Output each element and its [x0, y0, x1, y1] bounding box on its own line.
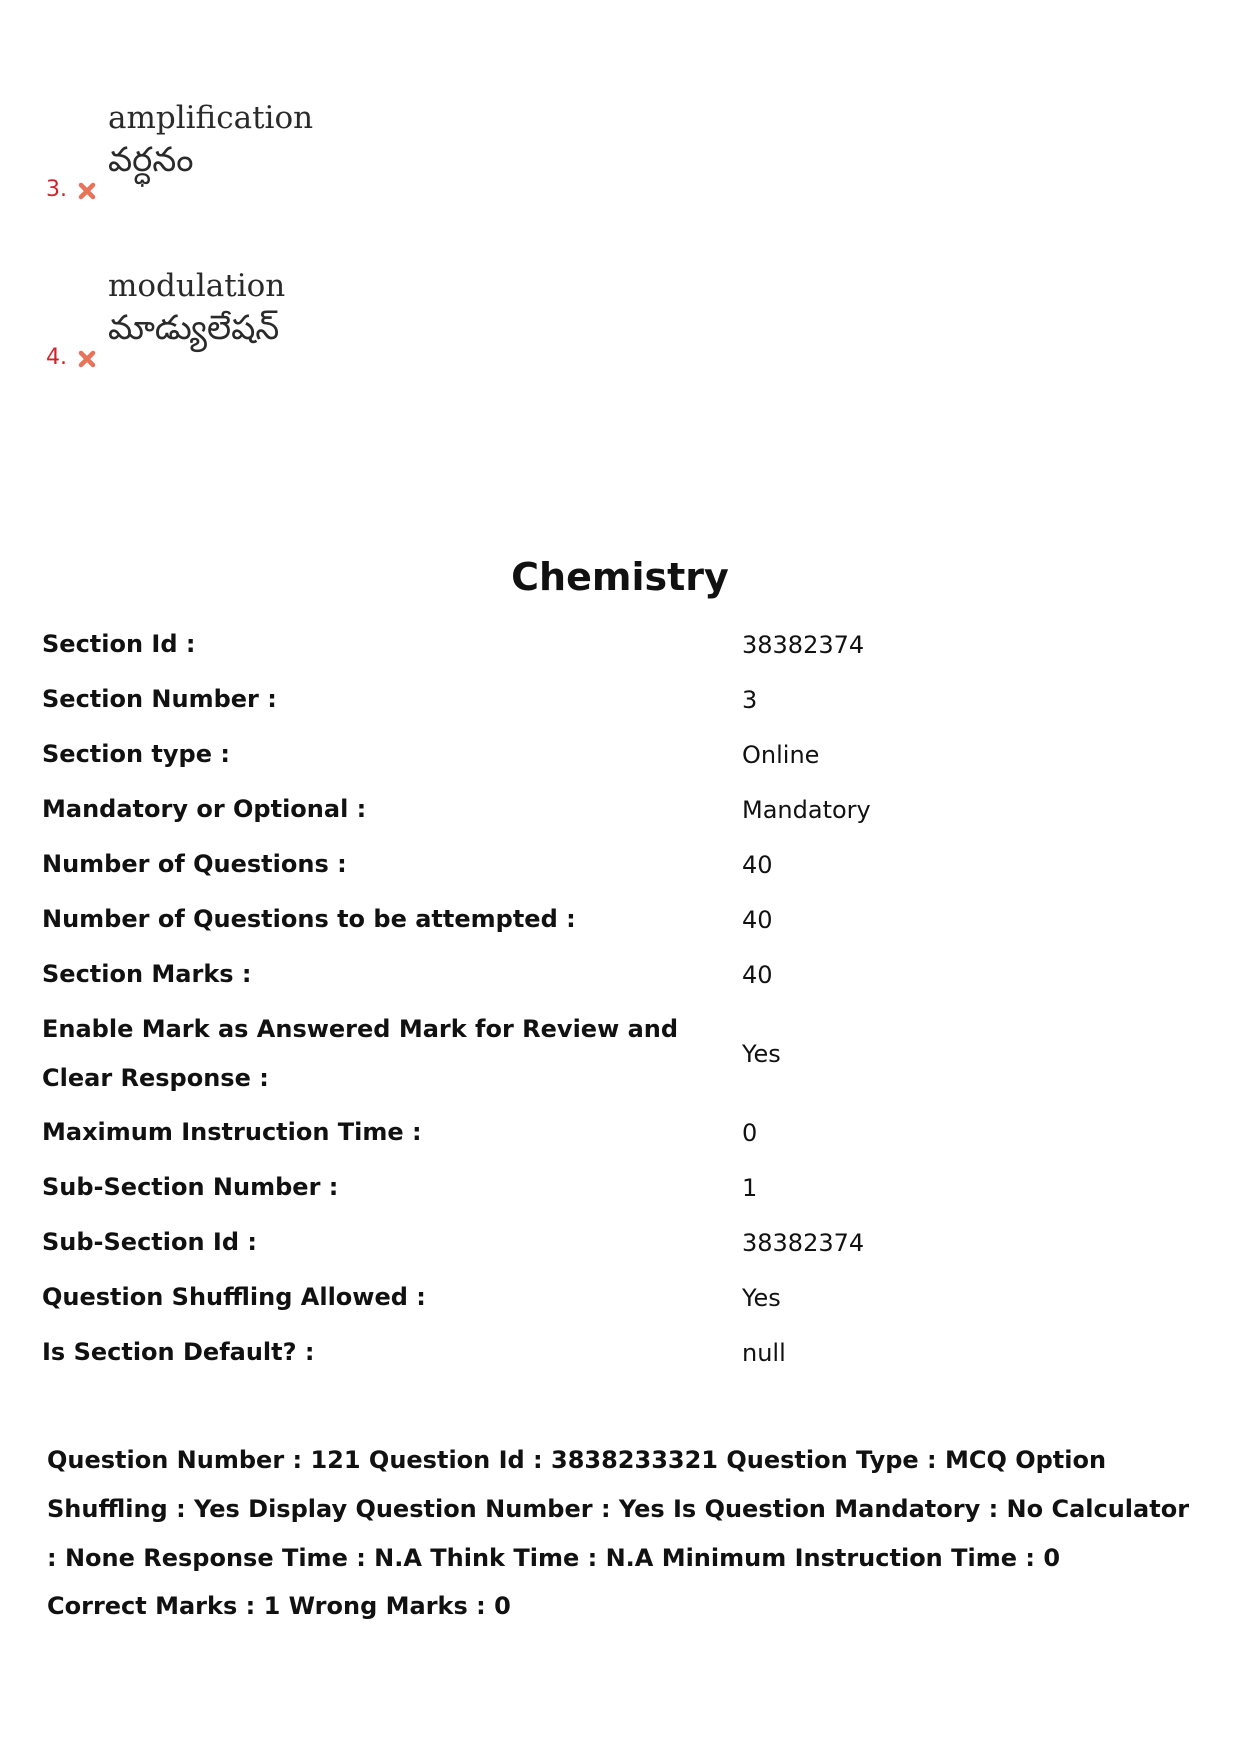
cross-icon — [78, 350, 96, 368]
question-marks: Correct Marks : 1 Wrong Marks : 0 — [47, 1592, 511, 1620]
table-row — [42, 837, 1202, 892]
row-value: 38382374 — [742, 630, 865, 659]
row-label: Sub-Section Id : — [42, 1228, 257, 1256]
row-value: Mandatory — [742, 795, 871, 824]
row-value: 38382374 — [742, 1228, 865, 1257]
option-telugu-text: వర్ధనం — [108, 140, 194, 180]
row-label: Maximum Instruction Time : — [42, 1118, 422, 1146]
row-value: Yes — [742, 1283, 781, 1312]
option-number: 4. — [46, 345, 67, 370]
table-row — [42, 1002, 1202, 1105]
row-value: Yes — [742, 1039, 781, 1068]
table-row — [42, 1325, 1202, 1380]
row-value: 3 — [742, 685, 758, 714]
row-value: 0 — [742, 1118, 758, 1147]
row-label: Mandatory or Optional : — [42, 795, 367, 823]
table-row — [42, 617, 1202, 672]
table-row — [42, 1105, 1202, 1160]
section-info-table — [42, 617, 1202, 1380]
option-3 — [46, 100, 646, 210]
row-label: Enable Mark as Answered Mark for Review and Clear Response : — [42, 1014, 679, 1092]
row-value: 40 — [742, 850, 773, 879]
row-label: Number of Questions to be attempted : — [42, 905, 576, 933]
option-telugu-text: మాడ్యులేషన్ — [108, 308, 280, 348]
table-row — [42, 782, 1202, 837]
row-label: Section Number : — [42, 685, 277, 713]
row-label: Section type : — [42, 740, 230, 768]
row-label: Question Shuffling Allowed : — [42, 1283, 426, 1311]
row-value: Online — [742, 740, 820, 769]
question-info: Question Number : 121 Question Id : 3838233321 Question Type : MCQ Option Shuffling : Yes Display Question Number : Yes Is Question Mandatory : No Calculator : None Response Time : N.A Think Time : N.A Minimum Instruction Time : 0 — [47, 1446, 1190, 1572]
option-english-text: amplification — [108, 100, 314, 136]
table-row — [42, 727, 1202, 782]
row-label: Section Id : — [42, 630, 196, 658]
option-number: 3. — [46, 177, 67, 202]
row-value: 1 — [742, 1173, 758, 1202]
table-row — [42, 1160, 1202, 1215]
row-label: Number of Questions : — [42, 850, 347, 878]
table-row — [42, 892, 1202, 947]
row-label: Is Section Default? : — [42, 1338, 315, 1366]
row-value: null — [742, 1338, 786, 1367]
row-label: Sub-Section Number : — [42, 1173, 339, 1201]
cross-icon — [78, 182, 96, 200]
option-english-text: modulation — [108, 268, 286, 304]
table-row — [42, 1215, 1202, 1270]
option-4 — [46, 268, 646, 378]
table-row — [42, 947, 1202, 1002]
row-value: 40 — [742, 905, 773, 934]
table-row — [42, 1270, 1202, 1325]
row-value: 40 — [742, 960, 773, 989]
row-label: Section Marks : — [42, 960, 252, 988]
table-row — [42, 672, 1202, 727]
section-title: Chemistry — [511, 555, 729, 599]
